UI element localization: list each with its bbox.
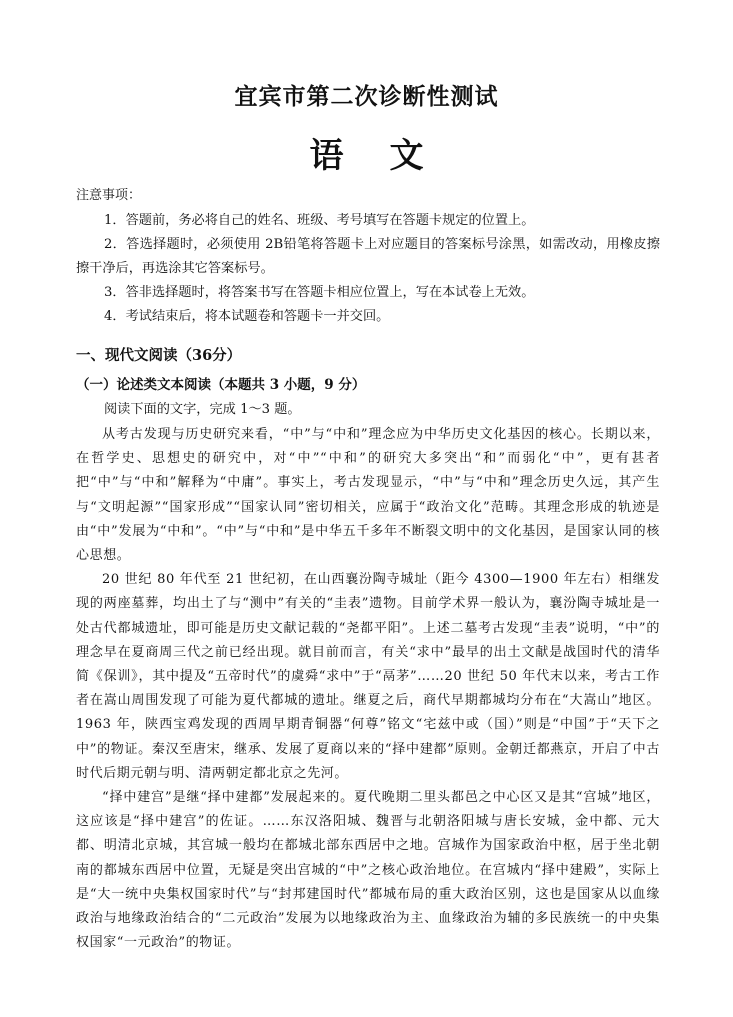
notes-list — [76, 209, 660, 329]
passage-paragraph: “择中建宫”是继“择中建都”发展起来的。夏代晚期二里头都邑之中心区又是其“宫城”地区，这应该是“择中建宫”的佐证。……东汉洛阳城、魏晋与北朝洛阳城与唐长安城，金中都、元大都、明清北京城，其宫城一般均在都城北部东西居中之地。宫城作为国家政治中枢，居于坐北朝南的都城东西居中位置，无疑是突出宫城的“中”之核心政治地位。在宫城内“择中建殿”，实际上是“大一统中央集权国家时代”与“封邦建国时代”都城布局的重大政治区别，这也是国家从以血缘政治与地缘政治结合的“二元政治”发展为以地缘政治为主、血缘政治为辅的多民族统一的中央集权国家“一元政治”的物证。 — [76, 790, 660, 951]
note-item: 1．答题前，务必将自己的姓名、班级、考号填写在答题卡规定的位置上。 — [104, 213, 535, 228]
subject-char-1: 语 — [309, 136, 344, 176]
note-item: 2．答选择题时，必须使用 2B铅笔将答题卡上对应题目的答案标号涂黑，如需改动，用橡皮擦擦干净后，再选涂其它答案标号。 — [76, 237, 660, 276]
subject-char-2: 文 — [389, 136, 424, 176]
notes-heading: 注意事项： — [76, 188, 142, 203]
passage-paragraph: 从考古发现与历史研究来看，“中”与“中和”理念应为中华历史文化基因的核心。长期以来，在哲学史、思想史的研究中，对“中”“中和”的研究大多突出“和”而弱化“中”，更有甚者把“中”与“中和”解释为“中庸”。事实上，考古发现显示，“中”与“中和”理念历史久远，其产生与“文明起源”“国家形成”“国家认同”密切相关，应属于“政治文化”范畴。其理念形成的轨迹是由“中”发展为“中和”。“中”与“中和”是中华五千多年不断裂文明中的文化基因，是国家认同的核心思想。 — [76, 427, 660, 564]
note-item: 4．考试结束后，将本试题卷和答题卡一并交回。 — [104, 309, 390, 324]
subject-title — [0, 128, 733, 177]
reading-passage — [76, 423, 660, 955]
exam-title: 宜宾市第二次诊断性测试 — [234, 83, 499, 110]
subsection-heading: （一）论述类文本阅读（本题共 3 小题，9 分） — [76, 377, 366, 393]
reading-instruction: 阅读下面的文字，完成 1～3 题。 — [104, 402, 301, 417]
note-item: 3．答非选择题时，将答案书写在答题卡相应位置上，写在本试卷上无效。 — [104, 285, 535, 300]
passage-paragraph: 20 世纪 80 年代至 21 世纪初，在山西襄汾陶寺城址（距今 4300—1900 年左右）相继发现的两座墓葬，均出土了与“测中”有关的“圭表”遗物。目前学术界一般认为，襄汾陶寺城址是一处古代都城遗址，即可能是历史文献记载的“尧都平阳”。上述二墓考古发现“圭表”说明，“中”的理念早在夏商周三代之前已经出现。就目前而言，有关“求中”最早的出土文献是战国时代的清华简《保训》，其中提及“五帝时代”的虞舜“求中”于“鬲茅”……20 世纪 50 年代末以来，考古工作者在嵩山周围发现了可能为夏代都城的遗址。继夏之后，商代早期都城均分布在“大嵩山”地区。1963 年，陕西宝鸡发现的西周早期青铜器“何尊”铭文“宅兹中或（国）”则是“中国”于“天下之中”的物证。秦汉至唐宋，继承、发展了夏商以来的“择中建都”原则。金朝迁都燕京，开启了中古时代后期元朝与明、清两朝定都北京之先河。 — [76, 572, 660, 781]
section-heading: 一、现代文阅读（36分） — [76, 347, 242, 364]
